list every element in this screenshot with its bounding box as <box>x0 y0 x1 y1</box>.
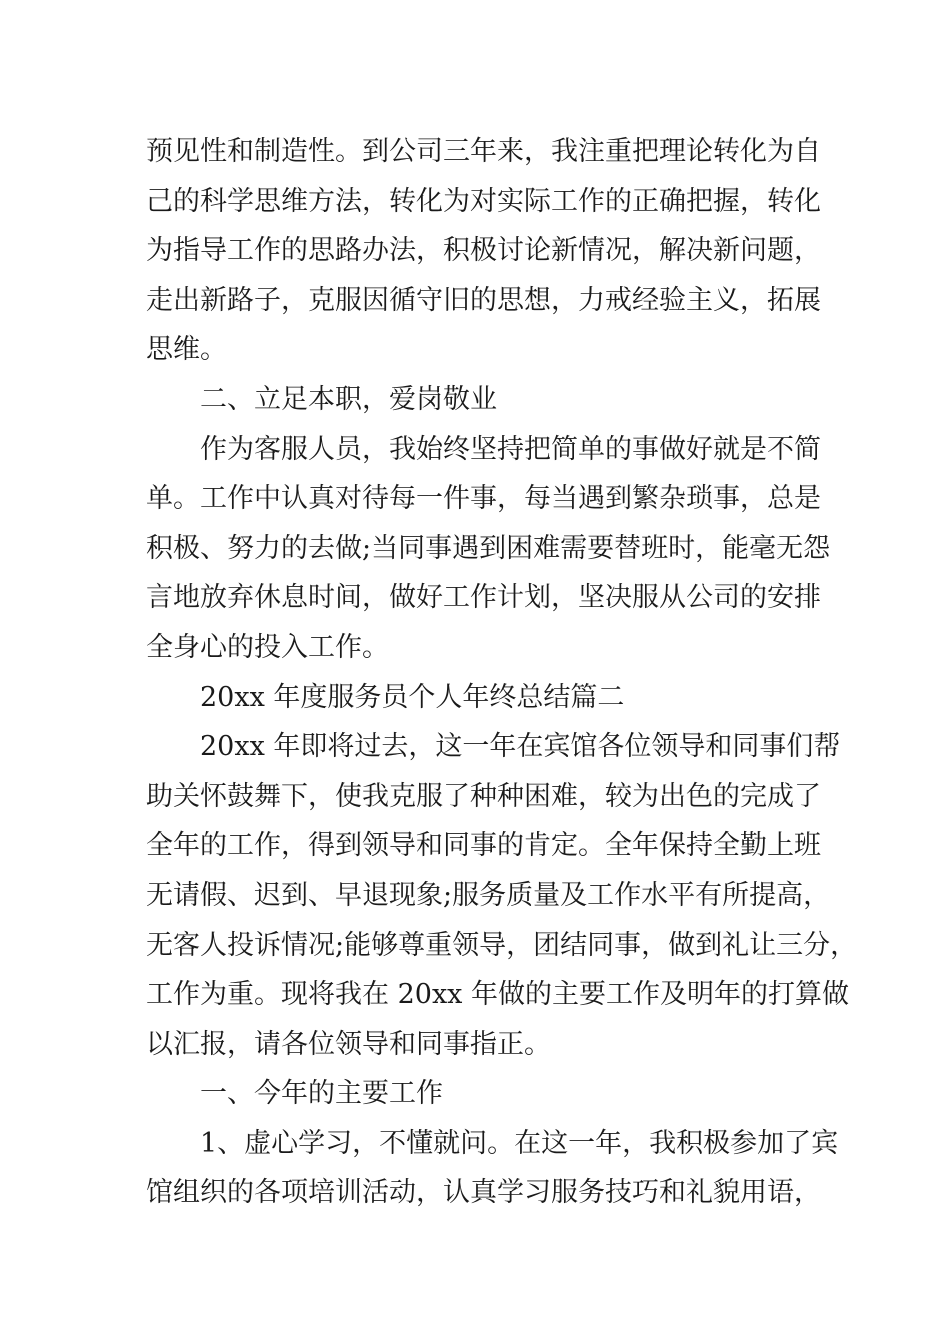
text-line: 馆组织的各项培训活动，认真学习服务技巧和礼貌用语， <box>146 1177 821 1209</box>
text-line: 单。工作中认真对待每一件事，每当遇到繁杂琐事，总是 <box>146 483 821 515</box>
text-line: 为指导工作的思路办法，积极讨论新情况，解决新问题， <box>146 235 821 267</box>
text-line: 走出新路子，克服因循守旧的思想，力戒经验主义，拓展 <box>146 284 821 316</box>
text-line: 己的科学思维方法，转化为对实际工作的正确把握，转化 <box>146 185 821 217</box>
text-line: 20xx 年即将过去，这一年在宾馆各位领导和同事们帮 <box>200 731 841 763</box>
document-body <box>146 127 858 1218</box>
text-line: 无客人投诉情况;能够尊重领导，团结同事，做到礼让三分， <box>146 929 858 961</box>
text-line: 全年的工作，得到领导和同事的肯定。全年保持全勤上班 <box>146 830 821 862</box>
text-line: 工作为重。现将我在 20xx 年做的主要工作及明年的打算做 <box>146 979 849 1011</box>
text-line: 思维。 <box>146 334 227 366</box>
article-title: 20xx 年度服务员个人年终总结篇二 <box>200 681 625 713</box>
text-line: 全身心的投入工作。 <box>146 631 389 663</box>
section-heading: 二、立足本职，爱岗敬业 <box>200 383 497 415</box>
text-line: 无请假、迟到、早退现象;服务质量及工作水平有所提高， <box>146 879 831 911</box>
text-line: 积极、努力的去做;当同事遇到困难需要替班时，能毫无怨 <box>146 532 831 564</box>
text-line: 1、虚心学习，不懂就问。在这一年，我积极参加了宾 <box>200 1127 839 1159</box>
text-line: 言地放弃休息时间，做好工作计划，坚决服从公司的安排 <box>146 582 821 614</box>
text-line: 助关怀鼓舞下，使我克服了种种困难，较为出色的完成了 <box>146 780 821 812</box>
text-line: 预见性和制造性。到公司三年来，我注重把理论转化为自 <box>146 136 821 167</box>
text-line: 以汇报，请各位领导和同事指正。 <box>146 1028 551 1060</box>
section-heading: 一、今年的主要工作 <box>200 1078 443 1110</box>
text-line: 作为客服人员，我始终坚持把简单的事做好就是不简 <box>200 433 821 465</box>
